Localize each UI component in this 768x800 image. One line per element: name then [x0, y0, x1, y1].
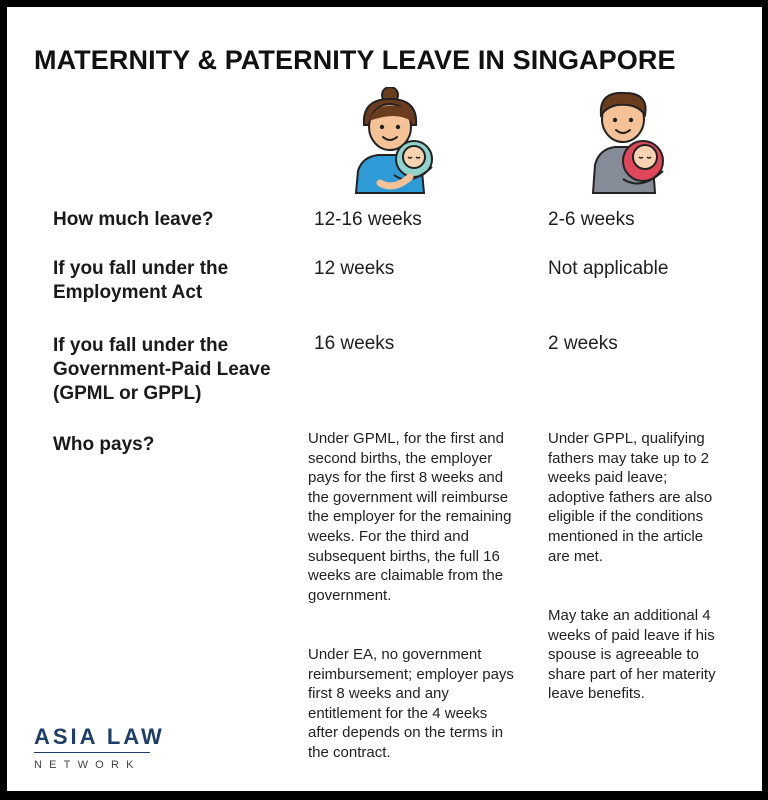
maternity-how-much-leave: 12-16 weeks	[314, 209, 422, 230]
paternity-who-pays-additional: May take an additional 4 weeks of paid leave if his spouse is agreeable to share part of her materity leave benefits.	[548, 607, 716, 703]
row-label-government-paid-leave	[53, 334, 271, 406]
label-line: If you fall under the	[53, 258, 229, 279]
asia-law-network-logo	[34, 724, 165, 771]
maternity-employment-act: 12 weeks	[314, 258, 395, 279]
brand-divider	[34, 752, 150, 753]
row-label-how-much-leave: How much leave?	[53, 209, 214, 230]
brand-name: ASIA LAW	[34, 724, 165, 749]
maternity-who-pays-ea: Under EA, no government reimbursement; employer pays first 8 weeks and any entitlement for the 4 weeks after depends on the terms in the contract.	[308, 646, 514, 761]
label-line: (GPML or GPPL)	[53, 383, 202, 404]
label-line: Government-Paid Leave	[53, 359, 271, 380]
brand-subtitle: NETWORK	[34, 759, 141, 771]
row-label-employment-act	[53, 257, 228, 305]
page-title: MATERNITY & PATERNITY LEAVE IN SINGAPORE	[34, 45, 676, 75]
row-label-who-pays: Who pays?	[53, 434, 155, 455]
maternity-who-pays-gpml: Under GPML, for the first and second births, the employer pays for the first 8 weeks and the government will reimburse the employer for the remaining weeks. For the third and subsequent births, the full 16 weeks are claimable from the government.	[308, 430, 512, 604]
label-line: If you fall under the	[53, 335, 229, 356]
paternity-government-paid-leave: 2 weeks	[548, 333, 618, 354]
mother-with-baby-icon	[350, 87, 436, 195]
label-line: Employment Act	[53, 282, 203, 303]
infographic-card	[7, 7, 762, 791]
father-with-baby-icon	[585, 87, 671, 195]
maternity-government-paid-leave: 16 weeks	[314, 333, 395, 354]
paternity-who-pays-gppl: Under GPPL, qualifying fathers may take up to 2 weeks paid leave; adoptive fathers are also eligible if the conditions mentioned in the article are met.	[548, 430, 713, 565]
paternity-how-much-leave: 2-6 weeks	[548, 209, 635, 230]
paternity-employment-act: Not applicable	[548, 258, 669, 279]
